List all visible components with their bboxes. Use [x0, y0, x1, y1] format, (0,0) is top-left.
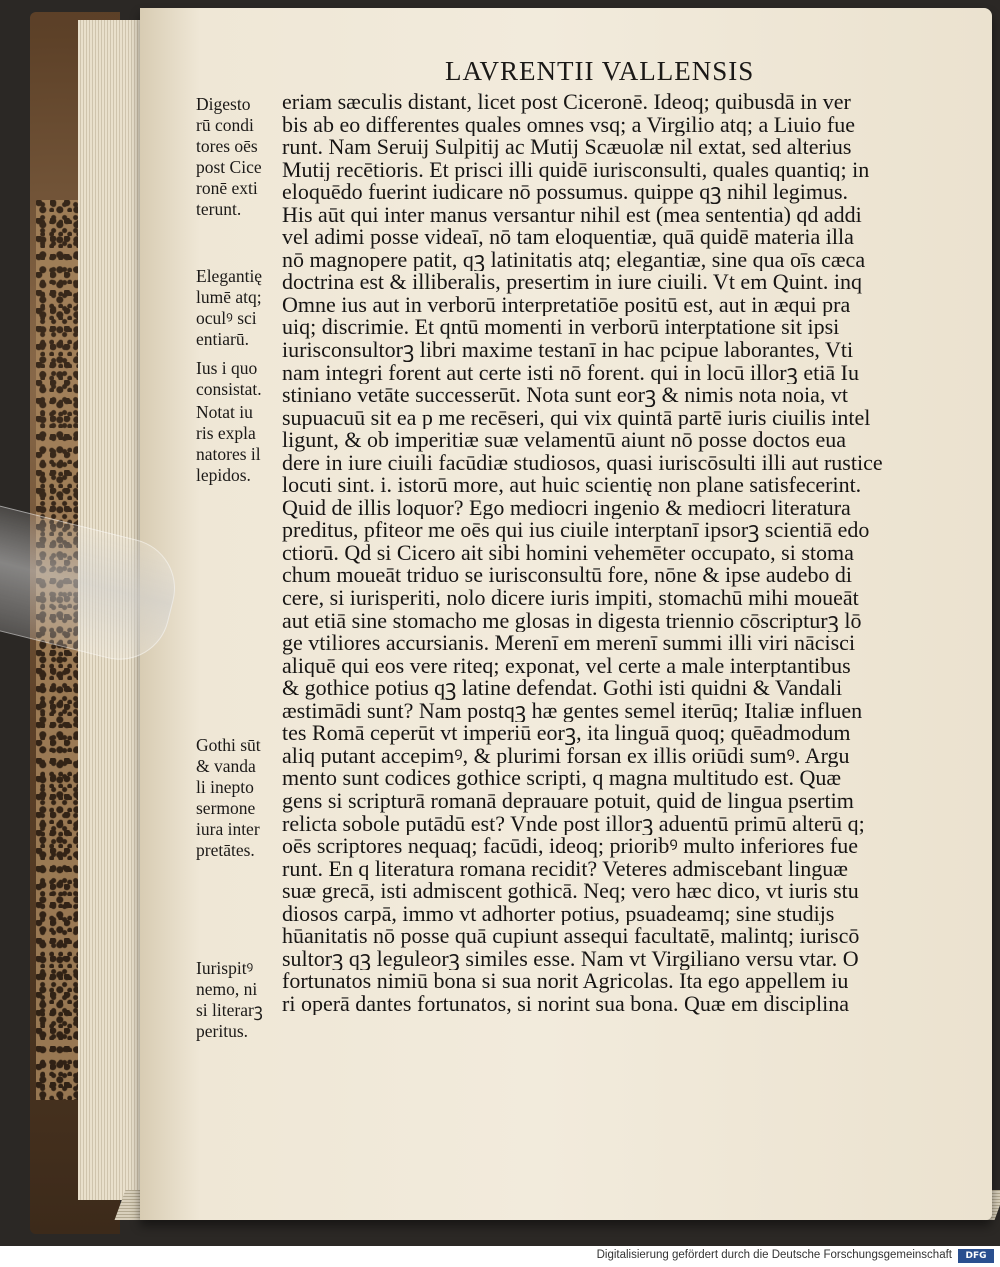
- margin-line: nemo, ni: [196, 979, 258, 999]
- margin-line: peritus.: [196, 1021, 249, 1041]
- text-line: diosos carpā, immo vt adhorter potius, psuadeamq; sine studijs: [282, 902, 835, 926]
- text-line: ge vtiliores accursianis. Merenī em merenī summi illi viri nācisci: [282, 632, 856, 655]
- text-line: iurisconsultorꝫ libri maxime testanī in hac pcipue laborantes, Vti: [282, 339, 854, 362]
- text-line: bis ab eo differentes quales omnes vsq; a Virgilio atq; a Liuio fue: [282, 113, 855, 137]
- margin-line: ris expla: [196, 423, 256, 443]
- text-line: uiq; discrimie. Et qntū momenti in verborū interptatione sit ipsi: [282, 316, 840, 340]
- margin-line: sermone: [196, 798, 256, 818]
- text-line: dere in iure ciuili facūdiæ studiosos, quasi iuriscōsulti illi aut rustice: [282, 451, 883, 475]
- text-line: suæ grecā, isti admiscent gothicā. Neq; vero hæc dico, vt iuris stu: [282, 880, 859, 903]
- text-line: aliq putant accepimꝰ, & plurimi forsan ex illis oriūdi sumꝰ. Argu: [282, 744, 850, 768]
- marginal-note-5: [196, 735, 284, 861]
- text-line: mento sunt codices gothice scripti, q magna multitudo est. Quæ: [282, 767, 842, 790]
- margin-line: lepidos.: [196, 465, 251, 485]
- text-line: locuti sint. i. istorū more, aut huic scientię non plane satisfecerint.: [282, 474, 862, 497]
- margin-line: Digesto: [196, 94, 251, 114]
- text-line: supuacuū sit ea p me recēseri, qui vix quintā partē iuris ciuilis intel: [282, 406, 871, 430]
- text-line: ctiorū. Qd si Cicero ait sibi homini vehemēter occupato, si stoma: [282, 541, 854, 565]
- text-line: tes Romā ceperūt vt imperiū eorꝫ, ita linguā quoq; quēadmodum: [282, 722, 851, 745]
- margin-line: rū condi: [196, 115, 254, 135]
- marginal-note-2: [196, 266, 284, 350]
- text-line: vel adimi posse videaī, nō tam eloquentiæ, quā quidē materia illa: [282, 226, 854, 249]
- margin-line: iura inter: [196, 819, 260, 839]
- text-line: æstimādi sunt? Nam postqꝫ hæ gentes semel iterūq; Italiæ influen: [282, 699, 863, 723]
- text-line: ligunt, & ob imperitiæ suæ velamentū aiunt nō posse doctos eua: [282, 429, 846, 452]
- text-line: chum moueāt triduo se iurisconsultū fore, nōne & ipse audebo di: [282, 564, 853, 588]
- margin-line: ronē exti: [196, 178, 258, 198]
- margin-line: Gothi sūt: [196, 735, 261, 755]
- margin-line: Ius i quo: [196, 358, 258, 378]
- margin-line: lumē atq;: [196, 287, 262, 307]
- margin-line: entiarū.: [196, 329, 249, 349]
- text-line: gens si scripturā romanā deprauare potuit, quid de lingua psertim: [282, 789, 854, 813]
- margin-line: pretātes.: [196, 840, 255, 860]
- text-line: sultorꝫ qꝫ leguleorꝫ similes esse. Nam vt Virgiliano versu vtar. O: [282, 947, 859, 971]
- text-line: ri operā dantes fortunatos, si norint sua bona. Quæ em disciplina: [282, 992, 849, 1016]
- margin-line: post Cice: [196, 157, 262, 177]
- text-line: preditus, pfiteor me oēs qui ius ciuile interptanī ipsorꝫ scientiā edo: [282, 519, 870, 542]
- margin-line: Elegantię: [196, 266, 263, 286]
- running-head: LAVRENTII VALLENSIS: [445, 56, 755, 86]
- text-line: His aūt qui inter manus versantur nihil est (mea sententia) qd addi: [282, 203, 862, 227]
- text-line: oēs scriptores nequaq; facūdi, ideoq; prioribꝰ multo inferiores fue: [282, 835, 858, 858]
- margin-line: li inepto: [196, 777, 254, 797]
- margin-line: tores oēs: [196, 136, 258, 156]
- text-line: hūanitatis nō posse quā cupiunt assequi facultatē, malintq; iuriscō: [282, 925, 860, 948]
- margin-line: natores il: [196, 444, 261, 464]
- margin-line: Notat iu: [196, 402, 253, 422]
- marginal-note-1: [196, 94, 284, 220]
- text-line: runt. En q literatura romana recidit? Veteres admiscebant linguæ: [282, 857, 848, 881]
- main-text-block: [282, 91, 920, 1015]
- text-line: cere, si iurisperiti, nolo dicere iuris impiti, stomachū mihi moueāt: [282, 587, 859, 610]
- text-line: fortunatos nimiū bona si sua norit Agricolas. Ita ego appellem iu: [282, 970, 849, 993]
- footer-bar: [0, 1246, 1000, 1267]
- margin-line: si literarꝫ: [196, 1000, 263, 1020]
- margin-line: & vanda: [196, 756, 256, 776]
- dfg-logo: DFG: [958, 1249, 994, 1263]
- text-line: nam integri forent aut certe isti nō forent. qui in locū illorꝫ etiā Iu: [282, 361, 859, 385]
- text-line: Omne ius aut in verborū interpretatiōe positū est, aut in æqui pra: [282, 293, 851, 317]
- margin-line: oculꝰ sci: [196, 308, 257, 328]
- text-line: doctrina est & illiberalis, presertim in iure ciuili. Vt em Quint. inq: [282, 271, 863, 294]
- text-line: Mutij recētioris. Et prisci illi quidē iurisconsulti, quales quantiq; in: [282, 158, 870, 182]
- text-line: aut etiā sine stomacho me glosas in digesta triennio cōscripturꝫ lō: [282, 609, 862, 633]
- text-line: runt. Nam Seruij Sulpitij ac Mutij Scæuolæ nil extat, sed alterius: [282, 136, 852, 159]
- funding-credit: Digitalisierung gefördert durch die Deutsche Forschungsgemeinschaft: [596, 1249, 952, 1261]
- marginal-note-6: [196, 958, 284, 1042]
- text-line: aliquē qui eos vere riteq; exponat, vel certe a male interptantibus: [282, 654, 851, 678]
- text-line: Quid de illis loquor? Ego mediocri ingenio & mediocri literatura: [282, 496, 851, 520]
- text-line: eloquēdo fuerint iudicare nō possumus. quippe qꝫ nihil legimus.: [282, 181, 849, 204]
- marginal-note-3: [196, 358, 284, 400]
- marginal-note-4: [196, 402, 284, 486]
- margin-line: terunt.: [196, 199, 242, 219]
- text-line: & gothice potius qꝫ latine defendat. Gothi isti quidni & Vandali: [282, 677, 843, 700]
- text-line: nō magnopere patit, qꝫ latinitatis atq; elegantiæ, sine qua oīs cæca: [282, 248, 866, 272]
- text-line: relicta sobole putādū est? Vnde post illorꝫ aduentū primū alterū q;: [282, 812, 865, 836]
- margin-line: Iurispitꝰ: [196, 958, 254, 978]
- text-line: eriam sæculis distant, licet post Ciceronē. Ideoq; quibusdā in ver: [282, 91, 851, 114]
- text-line: stiniano vetāte successerūt. Nota sunt eorꝫ & nimis nota noia, vt: [282, 384, 849, 407]
- margin-line: consistat.: [196, 379, 262, 399]
